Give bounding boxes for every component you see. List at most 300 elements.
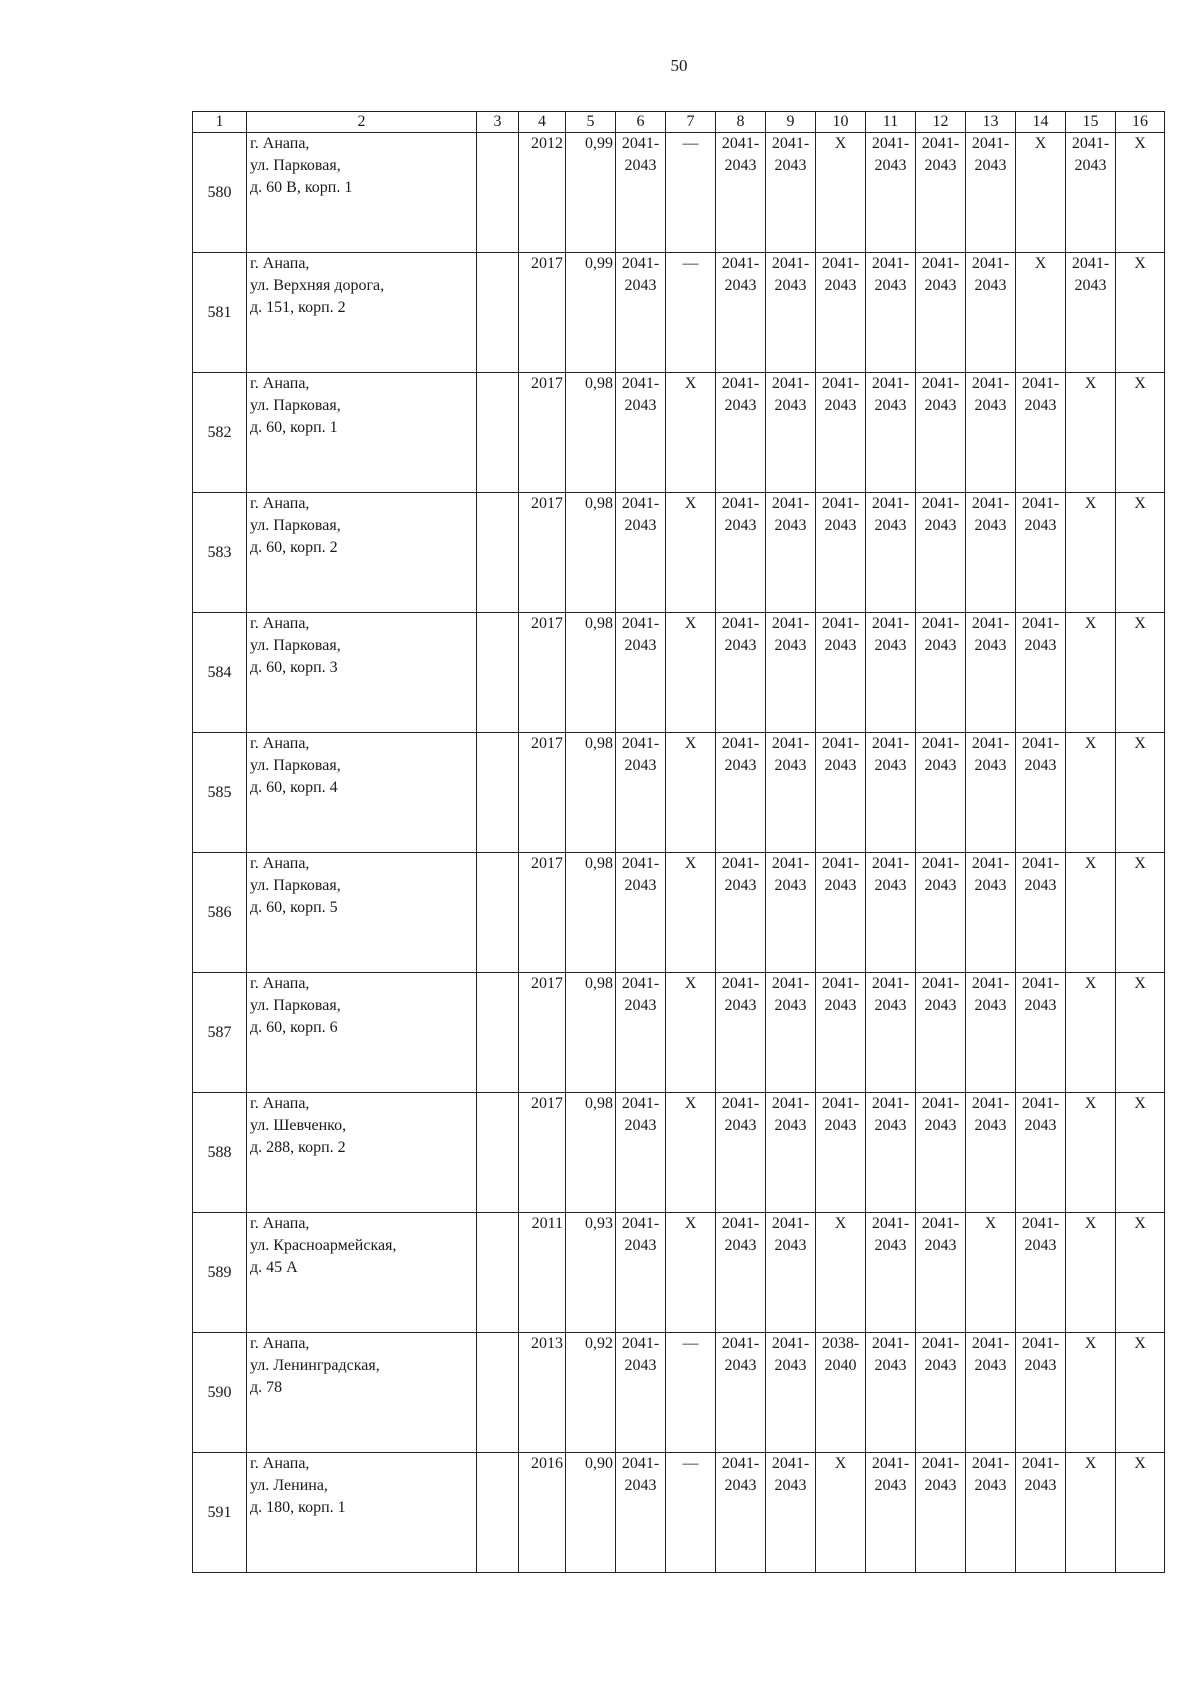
period-line: 2043 [774, 1477, 807, 1494]
period-line: 2043 [974, 997, 1007, 1014]
year-cell: 2012 [519, 133, 566, 253]
address-line: ул. Парковая, [250, 997, 341, 1014]
period-cell [916, 133, 966, 253]
column-header-11: 11 [866, 112, 916, 133]
period-cell [1016, 1453, 1066, 1573]
coefficient-cell: 0,98 [566, 373, 616, 493]
address-line: г. Анапа, [250, 135, 310, 152]
address-line: г. Анапа, [250, 375, 310, 392]
column-header-13: 13 [966, 112, 1016, 133]
coefficient-cell: 0,99 [566, 253, 616, 373]
period-line: 2041- [721, 855, 760, 872]
period-line: 2041- [1071, 255, 1110, 272]
period-line: 2041- [771, 615, 810, 632]
column-header-5: 5 [566, 112, 616, 133]
period-line: 2043 [624, 1477, 657, 1494]
period-cell [616, 493, 666, 613]
period-line: 2043 [824, 277, 857, 294]
period-line: 2041- [771, 135, 810, 152]
column-3-cell [477, 1333, 519, 1453]
coefficient-cell: 0,98 [566, 493, 616, 613]
period-line: 2043 [624, 277, 657, 294]
period-line: 2043 [1024, 877, 1057, 894]
mark-cell: X [1066, 1093, 1116, 1213]
period-cell [816, 853, 866, 973]
period-line: 2043 [874, 1477, 907, 1494]
period-line: 2043 [924, 877, 957, 894]
period-cell [766, 1333, 816, 1453]
mark-cell: X [666, 973, 716, 1093]
period-line: 2041- [721, 1215, 760, 1232]
period-line: 2043 [624, 1117, 657, 1134]
address-line: д. 78 [250, 1379, 283, 1396]
period-line: 2041- [771, 855, 810, 872]
period-line: 2041- [971, 975, 1010, 992]
column-header-7: 7 [666, 112, 716, 133]
period-line: 2041- [621, 1455, 660, 1472]
page-number: 50 [670, 56, 688, 75]
period-cell [716, 973, 766, 1093]
period-line: 2043 [924, 1237, 957, 1254]
period-line: 2043 [724, 1477, 757, 1494]
period-line: 2043 [624, 1237, 657, 1254]
period-line: 2043 [924, 997, 957, 1014]
period-cell [716, 733, 766, 853]
period-line: 2041- [771, 495, 810, 512]
period-cell [1016, 1093, 1066, 1213]
mark-cell: X [1066, 1213, 1116, 1333]
column-header-4: 4 [519, 112, 566, 133]
period-line: 2041- [771, 255, 810, 272]
column-3-cell [477, 373, 519, 493]
period-line: 2043 [874, 1357, 907, 1374]
period-line: 2043 [824, 517, 857, 534]
period-line: 2043 [724, 997, 757, 1014]
period-cell [866, 973, 916, 1093]
mark-cell: X [1116, 1213, 1165, 1333]
table-header [193, 112, 1165, 133]
period-line: 2041- [971, 1335, 1010, 1352]
period-line: 2043 [774, 877, 807, 894]
row-number: 588 [193, 1093, 247, 1213]
period-line: 2043 [774, 1357, 807, 1374]
period-line: 2041- [771, 1455, 810, 1472]
period-line: 2043 [724, 637, 757, 654]
period-line: 2041- [1021, 375, 1060, 392]
period-cell [616, 1453, 666, 1573]
period-line: 2041- [971, 135, 1010, 152]
period-line: 2041- [971, 615, 1010, 632]
address-cell [247, 1333, 477, 1453]
period-line: 2041- [621, 975, 660, 992]
period-line: 2043 [924, 277, 957, 294]
coefficient-cell: 0,99 [566, 133, 616, 253]
period-line: 2041- [871, 375, 910, 392]
mark-cell: X [816, 1453, 866, 1573]
period-cell [866, 493, 916, 613]
period-line: 2041- [1021, 1455, 1060, 1472]
period-cell [966, 493, 1016, 613]
period-cell [1016, 493, 1066, 613]
period-line: 2043 [924, 397, 957, 414]
period-line: 2043 [974, 1477, 1007, 1494]
mark-cell: X [966, 1213, 1016, 1333]
period-cell [716, 1333, 766, 1453]
period-cell [916, 613, 966, 733]
period-cell [716, 1453, 766, 1573]
address-cell [247, 373, 477, 493]
period-line: 2043 [924, 757, 957, 774]
period-line: 2043 [724, 517, 757, 534]
mark-cell: X [1066, 1453, 1116, 1573]
period-line: 2043 [874, 397, 907, 414]
table-row [193, 253, 1165, 373]
period-cell [716, 853, 766, 973]
column-header-2: 2 [247, 112, 477, 133]
address-cell [247, 1213, 477, 1333]
period-cell [716, 1093, 766, 1213]
mark-cell: X [666, 853, 716, 973]
row-number: 591 [193, 1453, 247, 1573]
period-cell [616, 853, 666, 973]
column-header-8: 8 [716, 112, 766, 133]
address-line: ул. Парковая, [250, 157, 341, 174]
period-line: 2043 [724, 1357, 757, 1374]
column-3-cell [477, 253, 519, 373]
address-line: ул. Красноармейская, [250, 1237, 397, 1254]
period-line: 2043 [774, 997, 807, 1014]
period-line: 2041- [971, 1095, 1010, 1112]
coefficient-cell: 0,93 [566, 1213, 616, 1333]
period-line: 2043 [824, 877, 857, 894]
period-cell [816, 613, 866, 733]
period-cell [866, 1093, 916, 1213]
period-cell [866, 733, 916, 853]
period-line: 2043 [974, 397, 1007, 414]
address-line: ул. Парковая, [250, 877, 341, 894]
period-line: 2043 [724, 157, 757, 174]
period-line: 2041- [871, 1215, 910, 1232]
address-line: ул. Ленинградская, [250, 1357, 380, 1374]
period-line: 2043 [974, 877, 1007, 894]
period-line: 2041- [821, 735, 860, 752]
address-line: д. 180, корп. 1 [250, 1499, 346, 1516]
mark-cell: X [1116, 373, 1165, 493]
period-line: 2041- [1021, 975, 1060, 992]
period-line: 2041- [721, 495, 760, 512]
year-cell: 2017 [519, 1093, 566, 1213]
mark-cell: X [1116, 613, 1165, 733]
period-cell [766, 493, 816, 613]
period-line: 2043 [974, 517, 1007, 534]
period-line: 2041- [921, 855, 960, 872]
table-row [193, 1213, 1165, 1333]
address-cell [247, 733, 477, 853]
period-cell [766, 1453, 816, 1573]
coefficient-cell: 0,92 [566, 1333, 616, 1453]
period-line: 2041- [771, 975, 810, 992]
period-line: 2043 [1024, 517, 1057, 534]
mark-cell: — [666, 1453, 716, 1573]
address-line: д. 45 А [250, 1259, 298, 1276]
period-cell [916, 1093, 966, 1213]
address-line: г. Анапа, [250, 855, 310, 872]
period-line: 2043 [774, 397, 807, 414]
period-cell [966, 1333, 1016, 1453]
mark-cell: X [1016, 133, 1066, 253]
row-number: 589 [193, 1213, 247, 1333]
period-line: 2041- [821, 255, 860, 272]
period-cell [916, 253, 966, 373]
period-line: 2041- [821, 855, 860, 872]
address-cell [247, 1453, 477, 1573]
column-3-cell [477, 493, 519, 613]
period-line: 2041- [921, 135, 960, 152]
period-line: 2043 [1024, 1357, 1057, 1374]
period-line: 2043 [874, 877, 907, 894]
period-cell [816, 373, 866, 493]
period-cell [1016, 853, 1066, 973]
table-row [193, 133, 1165, 253]
period-cell [966, 1093, 1016, 1213]
column-header-9: 9 [766, 112, 816, 133]
period-line: 2041- [921, 1215, 960, 1232]
address-cell [247, 133, 477, 253]
year-cell: 2016 [519, 1453, 566, 1573]
period-cell [816, 1333, 866, 1453]
mark-cell: X [1066, 1333, 1116, 1453]
period-line: 2041- [721, 375, 760, 392]
period-line: 2043 [1024, 1477, 1057, 1494]
row-number: 585 [193, 733, 247, 853]
address-cell [247, 253, 477, 373]
mark-cell: X [1066, 973, 1116, 1093]
period-line: 2041- [971, 375, 1010, 392]
address-line: ул. Ленина, [250, 1477, 328, 1494]
period-line: 2043 [724, 1237, 757, 1254]
mark-cell: X [666, 493, 716, 613]
period-line: 2043 [724, 877, 757, 894]
period-line: 2040 [824, 1357, 857, 1374]
address-line: д. 151, корп. 2 [250, 299, 346, 316]
period-cell [1066, 133, 1116, 253]
period-cell [766, 973, 816, 1093]
period-cell [766, 1093, 816, 1213]
period-line: 2041- [721, 255, 760, 272]
year-cell: 2013 [519, 1333, 566, 1453]
period-line: 2043 [1024, 637, 1057, 654]
address-line: г. Анапа, [250, 1095, 310, 1112]
mark-cell: X [666, 373, 716, 493]
address-line: г. Анапа, [250, 1215, 310, 1232]
address-line: д. 60, корп. 2 [250, 539, 338, 556]
period-cell [966, 253, 1016, 373]
period-cell [866, 1453, 916, 1573]
mark-cell: X [1116, 853, 1165, 973]
period-cell [766, 1213, 816, 1333]
address-line: д. 288, корп. 2 [250, 1139, 346, 1156]
period-cell [616, 733, 666, 853]
coefficient-cell: 0,98 [566, 1093, 616, 1213]
period-line: 2043 [824, 757, 857, 774]
period-cell [916, 733, 966, 853]
period-cell [1066, 253, 1116, 373]
period-cell [716, 493, 766, 613]
period-line: 2041- [921, 615, 960, 632]
period-line: 2041- [971, 255, 1010, 272]
period-line: 2043 [774, 277, 807, 294]
coefficient-cell: 0,98 [566, 733, 616, 853]
table-row [193, 613, 1165, 733]
period-line: 2043 [774, 1117, 807, 1134]
mark-cell: X [1116, 1333, 1165, 1453]
period-cell [966, 733, 1016, 853]
row-number: 581 [193, 253, 247, 373]
row-number: 586 [193, 853, 247, 973]
address-line: ул. Парковая, [250, 397, 341, 414]
table-body [193, 133, 1165, 1573]
period-line: 2041- [621, 255, 660, 272]
period-line: 2041- [721, 1455, 760, 1472]
period-line: 2041- [871, 1335, 910, 1352]
period-cell [916, 973, 966, 1093]
period-line: 2043 [624, 877, 657, 894]
address-line: д. 60, корп. 6 [250, 1019, 338, 1036]
period-line: 2041- [921, 255, 960, 272]
table-row [193, 1333, 1165, 1453]
period-cell [716, 253, 766, 373]
address-line: г. Анапа, [250, 615, 310, 632]
period-line: 2043 [874, 1117, 907, 1134]
period-line: 2041- [921, 735, 960, 752]
mark-cell: X [1116, 1093, 1165, 1213]
period-line: 2043 [624, 757, 657, 774]
period-cell [616, 1213, 666, 1333]
period-cell [916, 1333, 966, 1453]
address-cell [247, 613, 477, 733]
period-cell [916, 1213, 966, 1333]
period-line: 2043 [974, 157, 1007, 174]
period-line: 2043 [624, 997, 657, 1014]
period-line: 2041- [1071, 135, 1110, 152]
period-line: 2041- [921, 1335, 960, 1352]
period-line: 2041- [1021, 1335, 1060, 1352]
period-line: 2041- [971, 735, 1010, 752]
mark-cell: X [1116, 733, 1165, 853]
period-line: 2041- [971, 1455, 1010, 1472]
column-3-cell [477, 133, 519, 253]
year-cell: 2017 [519, 733, 566, 853]
year-cell: 2017 [519, 373, 566, 493]
address-line: г. Анапа, [250, 975, 310, 992]
mark-cell: X [1116, 1453, 1165, 1573]
table-row [193, 973, 1165, 1093]
mark-cell: X [1116, 493, 1165, 613]
address-line: г. Анапа, [250, 1455, 310, 1472]
mark-cell: X [666, 733, 716, 853]
period-line: 2043 [874, 277, 907, 294]
period-line: 2043 [924, 517, 957, 534]
address-line: д. 60, корп. 1 [250, 419, 338, 436]
period-line: 2041- [1021, 495, 1060, 512]
period-line: 2041- [821, 975, 860, 992]
mark-cell: X [666, 1093, 716, 1213]
period-line: 2043 [824, 637, 857, 654]
row-number: 587 [193, 973, 247, 1093]
column-header-12: 12 [916, 112, 966, 133]
mark-cell: X [1066, 493, 1116, 613]
mark-cell: X [1116, 973, 1165, 1093]
year-cell: 2017 [519, 253, 566, 373]
period-cell [866, 373, 916, 493]
period-cell [1016, 373, 1066, 493]
period-line: 2041- [721, 975, 760, 992]
period-cell [616, 133, 666, 253]
period-cell [816, 733, 866, 853]
period-cell [916, 493, 966, 613]
mark-cell: X [1116, 253, 1165, 373]
period-line: 2041- [1021, 615, 1060, 632]
mark-cell: X [1066, 373, 1116, 493]
address-line: д. 60, корп. 4 [250, 779, 338, 796]
period-line: 2041- [621, 375, 660, 392]
register-table [192, 111, 1165, 1573]
period-cell [916, 853, 966, 973]
period-line: 2041- [621, 855, 660, 872]
period-line: 2041- [721, 1095, 760, 1112]
period-line: 2043 [1024, 997, 1057, 1014]
period-line: 2041- [821, 615, 860, 632]
table-row [193, 373, 1165, 493]
period-line: 2043 [974, 757, 1007, 774]
address-line: г. Анапа, [250, 1335, 310, 1352]
period-line: 2043 [924, 1117, 957, 1134]
mark-cell: X [1116, 133, 1165, 253]
period-cell [766, 733, 816, 853]
address-cell [247, 493, 477, 613]
header-row [193, 112, 1165, 133]
period-line: 2043 [1074, 277, 1107, 294]
address-line: ул. Шевченко, [250, 1117, 347, 1134]
period-line: 2043 [924, 1357, 957, 1374]
period-line: 2041- [721, 1335, 760, 1352]
period-line: 2041- [871, 135, 910, 152]
period-cell [966, 373, 1016, 493]
period-cell [1016, 613, 1066, 733]
column-3-cell [477, 1213, 519, 1333]
period-line: 2041- [621, 735, 660, 752]
period-cell [816, 973, 866, 1093]
mark-cell: X [1066, 853, 1116, 973]
period-cell [766, 133, 816, 253]
period-line: 2043 [824, 397, 857, 414]
period-line: 2043 [1024, 757, 1057, 774]
mark-cell: X [816, 1213, 866, 1333]
address-line: ул. Парковая, [250, 637, 341, 654]
period-line: 2041- [771, 735, 810, 752]
period-line: 2041- [971, 855, 1010, 872]
period-line: 2043 [624, 157, 657, 174]
coefficient-cell: 0,98 [566, 973, 616, 1093]
coefficient-cell: 0,90 [566, 1453, 616, 1573]
period-line: 2041- [1021, 735, 1060, 752]
period-line: 2043 [974, 1357, 1007, 1374]
period-line: 2041- [1021, 1095, 1060, 1112]
period-line: 2041- [721, 615, 760, 632]
period-cell [616, 1093, 666, 1213]
period-line: 2041- [821, 375, 860, 392]
period-line: 2041- [921, 495, 960, 512]
